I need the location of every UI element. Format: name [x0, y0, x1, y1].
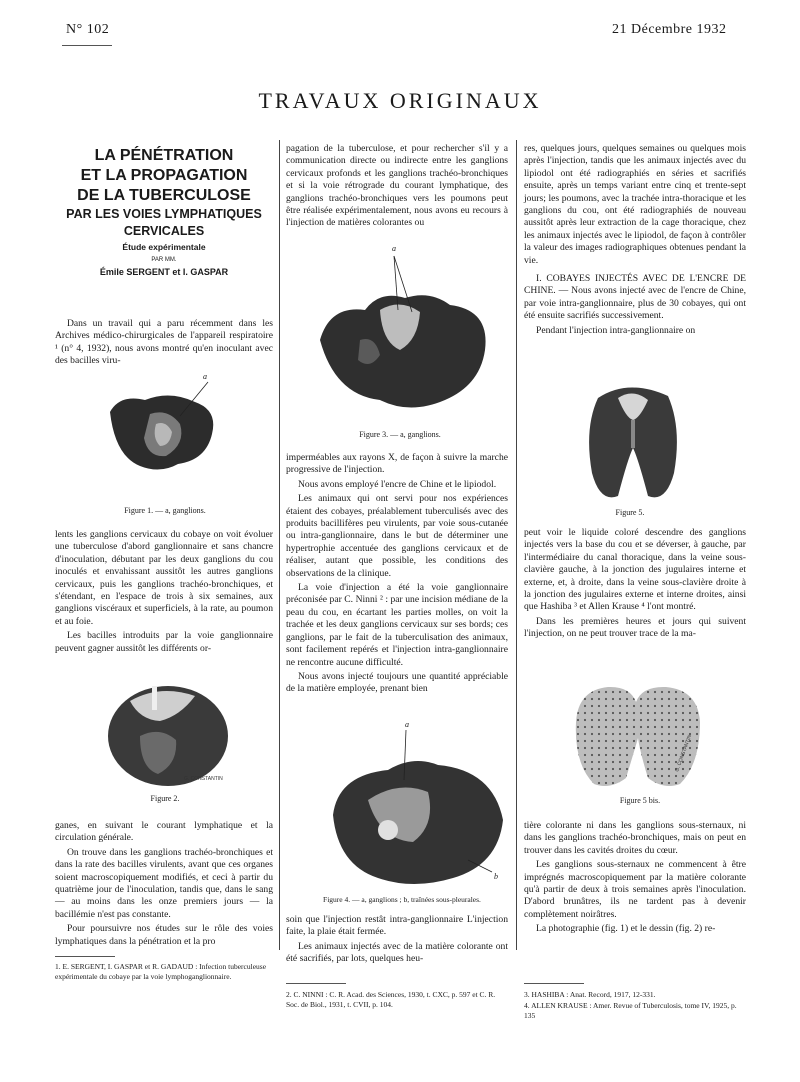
footnote-4: 4. ALLEN KRAUSE : Amer. Revue of Tuberculosis, tome IV, 1925, p. 135 [524, 1001, 737, 1020]
col2-block-2 [286, 452, 508, 698]
paragraph: Les animaux qui ont servi pour nos expériences étaient des cobayes, préalablement tuberculisés avec des produits bacillifères peu virulents, par voie sous-cutanée ou intra-ganglionnaire, dans le but de déterminer une hypertrophie accentuée des ganglions cervicaux et de réaliser, autant que possible, les conditions des observations de la clinique. [286, 493, 508, 579]
paragraph: La voie d'injection a été la voie ganglionnaire préconisée par C. Ninni ² : par une incision médiane de la peau du cou, en écartant les parties molles, on voit la trachée et les deux ganglions cervicaux sur ses bords; ces ganglions, par le fait de la tuberculisation des animaux, sont facilement repérés et l'injection intra-ganglionnaire ne rencontre aucune difficulté. [286, 582, 508, 668]
figure-5bis-image [568, 682, 708, 794]
title-line-1: LA PÉNÉTRATION [94, 147, 234, 164]
figure-4-label-a: a [405, 720, 409, 729]
paragraph: On trouve dans les ganglions trachéo-bronchiques et dans la rate des bacilles virulents, avant que ces organes soient macroscopiquement modifiés, et ceci à partir du quatrième jour de l'inoculation, tandis que, dans le sang — au moins dans les onze premiers jours — la bacillémie n'est pas constante. [55, 846, 273, 920]
paragraph: Les animaux injectés avec de la matière colorante ont été sacrifiés, par lots, quelques heu- [286, 940, 508, 965]
figure-2-signature: G. CONSTANTIN [184, 776, 223, 782]
figure-3-label-a: a [392, 244, 396, 253]
col1-block-3 [55, 820, 273, 950]
figure-3-image [300, 250, 500, 430]
figure-5-image [578, 378, 688, 508]
paragraph: Dans les premières heures et jours qui suivent l'injection, on ne peut trouver trace de la ma- [524, 615, 746, 640]
col1-block-1 [55, 318, 273, 370]
footnote-rule-2 [286, 983, 346, 984]
paragraph: soin que l'injection restât intra-ganglionnaire L'injection faite, la plaie était fermée. [286, 914, 508, 938]
paragraph: lents les ganglions cervicaux du cobaye on voit évoluer une tuberculose d'abord ganglionnaire et sans chancre d'inoculation, débutant par les deux ganglions du cou inoculés et envahissant aussitôt les autres ganglions cervicaux, puis les ganglions trachéo-bronchiques, et s'étendant, en l'espace de trois à six semaines, aux ganglions viscéraux et superficiels, à la rate, au poumon et au foie. [55, 529, 273, 627]
figure-1-image [100, 372, 240, 482]
figure-5bis-signature: G. CONSTANTIN [674, 734, 694, 773]
issue-date: 21 Décembre 1932 [612, 22, 727, 37]
title-line-3: DE LA TUBERCULOSE [77, 187, 251, 204]
col2-block-1 [286, 143, 508, 232]
paragraph: Pour poursuivre nos études sur le rôle des voies lymphatiques dans la pénétration et la pro [55, 923, 273, 947]
paragraph: I. COBAYES INJECTÉS AVEC DE L'ENCRE DE CHINE. — Nous avons injecté avec de l'encre de Chine, par voie intra-ganglionnaire, plus de 30 cobayes, qui ont été ensuite sacrifiés successivement. [524, 273, 746, 322]
article-authors: Émile SERGENT et I. GASPAR [99, 267, 229, 277]
figure-4-label-b: b [494, 872, 498, 881]
figure-2-image [100, 676, 250, 788]
paragraph: ganes, en suivant le courant lymphatique et la circulation générale. [55, 820, 273, 844]
figure-4-caption: Figure 4. — a, ganglions ; b, traînées sous-pleurales. [323, 895, 481, 904]
col3-block-2 [524, 527, 746, 643]
col3-block-3 [524, 820, 746, 938]
col1-block-2 [55, 529, 273, 657]
article-title [55, 146, 273, 278]
footnote-1: 1. E. SERGENT, I. GASPAR et R. GADAUD : Infection tuberculeuse expérimentale du cobaye par la voie lymphoganglionnaire. [55, 962, 267, 981]
figure-4-image [318, 730, 518, 890]
paragraph: Les ganglions sous-sternaux ne commencent à être imprégnés macroscopiquement par la matière colorante qu'à partir de deux à trois semaines après l'inoculation. D'abord brunâtres, ils ne tardent pas à devenir complètement noirâtres. [524, 859, 746, 920]
figure-1-label-a: a [203, 372, 207, 381]
paragraph: imperméables aux rayons X, de façon à suivre la marche progressive de l'injection. [286, 452, 508, 476]
footnote-rule-1 [55, 956, 115, 957]
article-par: PAR MM. [151, 257, 177, 263]
paragraph: tière colorante ni dans les ganglions sous-sternaux, ni dans les ganglions trachéo-bronchiques, mais on peut en trouver dans les cavités droites du cœur. [524, 820, 746, 856]
figure-3-caption: Figure 3. — a, ganglions. [359, 430, 441, 439]
paragraph: Les bacilles introduits par la voie ganglionnaire peuvent gagner aussitôt les différents or- [55, 630, 273, 654]
paragraph: res, quelques jours, quelques semaines ou quelques mois après l'injection, tandis que les animaux injectés avec du lipiodol ont été radiographiés en séries et sacrifiés ensuite, après un temps variant entre cinq et trente-sept jours; les poumons, avec la trachée intra-thoracique et les ganglions du cou, ont été radiographiés de nouveau aussitôt après leur extraction de la cage thoracique, chez les animaux injectés avec le lipiodol, de façon à contrôler la valeur des images radiographiques obtenues pendant la vie. [524, 143, 746, 266]
title-line-2: ET LA PROPAGATION [80, 167, 248, 184]
section-title: TRAVAUX ORIGINAUX [258, 88, 542, 113]
paragraph: La photographie (fig. 1) et le dessin (fig. 2) re- [536, 923, 716, 935]
issue-number: N° 102 [66, 22, 110, 37]
article-subtitle: Étude expérimentale [122, 242, 206, 252]
figure-1-caption: Figure 1. — a, ganglions. [124, 506, 206, 515]
footnote-rule-3 [524, 983, 584, 984]
title-line-5: CERVICALES [123, 224, 205, 238]
paragraph: Nous avons injecté toujours une quantité appréciable de la matière employée, prenant bien [286, 670, 508, 695]
figure-5bis-caption: Figure 5 bis. [619, 796, 661, 805]
col2-block-3 [286, 914, 508, 968]
paragraph: Dans un travail qui a paru récemment dans les Archives médico-chirurgicales de l'appareil respiratoire ¹ (n° 4, 1932), nous avons montré qu'en inoculant avec des bacilles viru- [55, 318, 273, 367]
footnote-3: 3. HASHIBA : Anat. Record, 1917, 12-331. [524, 990, 656, 999]
figure-5-caption: Figure 5. [615, 508, 645, 517]
paragraph: peut voir le liquide coloré descendre des ganglions injectés vers la base du cou et se déverser, à gauche, par l'intermédiaire du canal thoracique, dans la veine sous-clavière gauche, à la jonction des jugulaires interne et externe, et, à droite, dans la veine sous-clavière droite à la jonction des jugulaires externe et interne droites, ainsi que Hashiba ³ et Allen Krause ⁴ l'ont montré. [524, 527, 746, 613]
footnote-2: 2. C. NINNI : C. R. Acad. des Sciences, 1930, t. CXC, p. 597 et C. R. Soc. de Biol., 1931, t. CVII, p. 104. [286, 990, 496, 1009]
col3-block-1 [524, 143, 746, 339]
paragraph: Pendant l'injection intra-ganglionnaire on [536, 324, 696, 336]
title-line-4: PAR LES VOIES LYMPHATIQUES [66, 207, 262, 221]
figure-2-caption: Figure 2. [150, 794, 180, 803]
paragraph: Nous avons employé l'encre de Chine et le lipiodol. [298, 478, 497, 490]
paragraph: pagation de la tuberculose, et pour rechercher s'il y a communication directe ou indirecte entre les ganglions cervicaux profonds et les ganglions trachéo-bronchiques et si la voie rétrograde du courant lymphatique, des ganglions trachéo-bronchiques vers les poumons peut être réalisée expérimentalement, nous avons eu recours à l'injection de matières colorantes ou [286, 143, 508, 229]
header-rule [62, 45, 112, 46]
column-divider-1 [279, 140, 280, 950]
